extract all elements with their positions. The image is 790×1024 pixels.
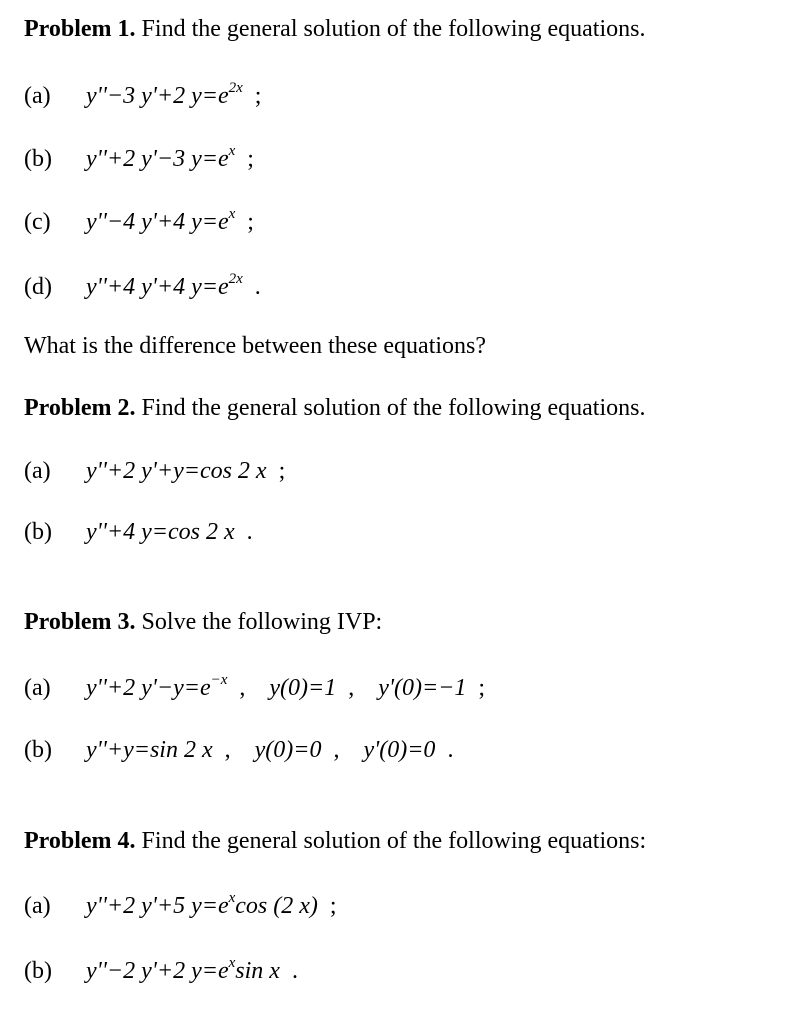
problem-1-part-c <box>24 207 254 237</box>
separator: , <box>224 737 231 763</box>
equation: y''+2 y'+y=cos 2 x <box>86 458 267 484</box>
problem-1-title: Problem 1. <box>24 16 136 42</box>
end-mark: ; <box>278 458 286 484</box>
problem-3-part-a <box>24 673 485 703</box>
separator: , <box>348 675 355 701</box>
problem-4-part-b <box>24 956 298 986</box>
end-mark: . <box>291 958 298 984</box>
separator: , <box>333 737 340 763</box>
part-label: (a) <box>24 893 51 919</box>
equation: y''−4 y'+4 $y=e^x$ <box>86 206 236 235</box>
end-mark: . <box>254 274 261 300</box>
initial-condition-2: y'(0)=−1 <box>378 675 467 701</box>
equation: y''−2 y'+2 $y=e^x\sin$ x <box>86 955 280 984</box>
problem-1-text: Find the general solution of the following equations. <box>141 16 646 42</box>
part-label: (b) <box>24 737 52 763</box>
end-mark: ; <box>254 83 262 109</box>
problem-3-title: Problem 3. <box>24 609 136 635</box>
problem-2-part-a <box>24 456 285 486</box>
equation: y''+2 $y'-y=e^{-x}$ <box>86 672 228 701</box>
initial-condition-1: y(0)=0 <box>254 737 322 763</box>
problem-1-part-b <box>24 144 254 174</box>
problem-1-part-a <box>24 81 261 111</box>
equation: y''+2 y'−3 $y=e^x$ <box>86 143 236 172</box>
problem-4-text: Find the general solution of the following equations: <box>141 828 647 854</box>
part-label: (a) <box>24 675 51 701</box>
part-label: (d) <box>24 274 52 300</box>
problem-3-text: Solve the following IVP: <box>141 609 383 635</box>
problem-3-part-b <box>24 735 453 765</box>
end-mark: ; <box>247 209 254 235</box>
part-label: (b) <box>24 146 52 172</box>
problem-4-part-a <box>24 891 337 921</box>
end-mark: ; <box>247 146 254 172</box>
initial-condition-2: y'(0)=0 <box>363 737 436 763</box>
end-mark: . <box>246 519 253 545</box>
problem-2-part-b <box>24 517 253 547</box>
problem-2-title: Problem 2. <box>24 395 136 421</box>
equation: y''+4 y'+4 $y=e^{2x}$ <box>86 271 243 300</box>
initial-condition-1: y(0)=1 <box>269 675 337 701</box>
problem-1-question: What is the difference between these equations? <box>24 333 487 359</box>
equation: y''+2 y'+5 $y=e^x\cos$ (2 x) <box>86 890 318 919</box>
end-mark: ; <box>329 893 337 919</box>
part-label: (b) <box>24 519 52 545</box>
part-label: (c) <box>24 209 51 235</box>
equation: y''−3 y'+2 $y=e^{2x}$ <box>86 80 243 109</box>
problem-2-text: Find the general solution of the following equations. <box>141 395 646 421</box>
part-label: (a) <box>24 83 51 109</box>
part-label: (b) <box>24 958 52 984</box>
equation: y''+4 y=cos 2 x <box>86 519 235 545</box>
problem-1-heading <box>24 14 645 44</box>
part-label: (a) <box>24 458 51 484</box>
problem-2-heading <box>24 393 645 423</box>
equation: y''+y=sin 2 x <box>86 737 213 763</box>
problem-1-part-d <box>24 272 261 302</box>
problem-3-heading <box>24 607 382 637</box>
end-mark: . <box>447 737 454 763</box>
problem-4-title: Problem 4. <box>24 828 136 854</box>
separator: , <box>239 675 246 701</box>
end-mark: ; <box>478 675 486 701</box>
problem-4-heading <box>24 826 646 856</box>
